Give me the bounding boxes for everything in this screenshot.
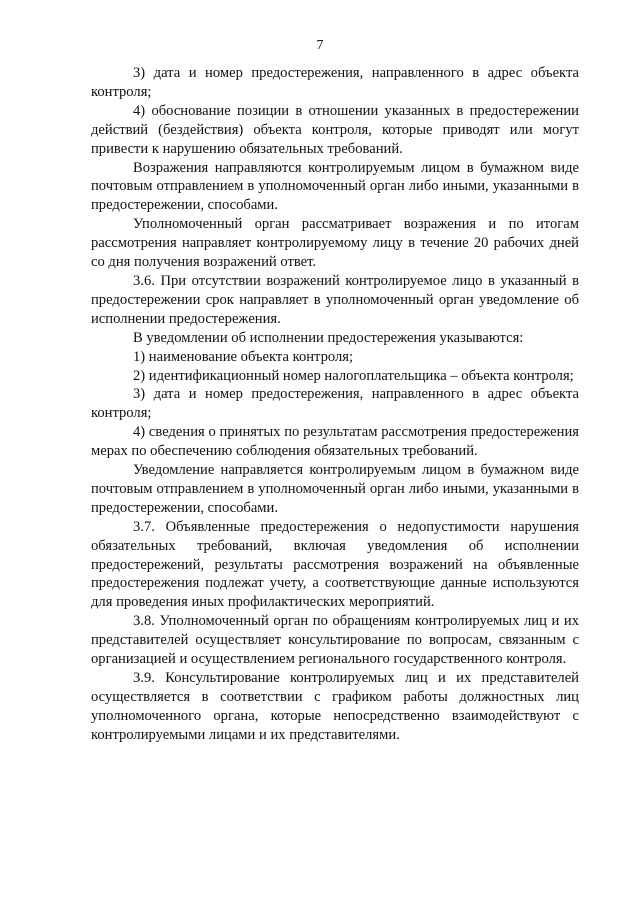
paragraph-notification-contents-intro: В уведомлении об исполнении предостережения указываются:	[133, 329, 524, 346]
paragraph-section-3-8: 3.8. Уполномоченный орган по обращениям контролируемых лиц и их представителей осуществляет консультирование по вопросам, связанным с организацией и осуществлением регионального государственного контроля.	[91, 613, 579, 668]
page-number: 7	[316, 38, 324, 53]
paragraph-notification-sending: Уведомление направляется контролируемым лицом в бумажном виде почтовым отправлением в уполномоченный орган либо иными, указанными в предостережении, способами.	[91, 462, 579, 516]
paragraph-notification-item-3: 3) дата и номер предостережения, направленного в адрес объекта контроля;	[91, 386, 579, 422]
paragraph-section-3-9: 3.9. Консультирование контролируемых лиц и их представителей осуществляется в соответствии с графиком работы должностных лиц уполномоченного органа, которые непосредственно взаимодействуют с контролируемыми лицами и их представителями.	[91, 670, 579, 743]
paragraph-section-3-7: 3.7. Объявленные предостережения о недопустимости нарушения обязательных требований, включая уведомления об исполнении предостережений, результаты рассмотрения возражений на объявленные предостережения подлежат учету, а соответствующие данные используются для проведения иных профилактических мероприятий.	[91, 518, 579, 611]
paragraph-notification-item-2: 2) идентификационный номер налогоплательщика – объекта контроля;	[133, 367, 574, 384]
document-body	[91, 64, 579, 745]
paragraph-notification-item-4: 4) сведения о принятых по результатам рассмотрения предостережения мерах по обеспечению соблюдения обязательных требований.	[91, 424, 579, 460]
paragraph-objections-review: Уполномоченный орган рассматривает возражения и по итогам рассмотрения направляет контролируемому лицу в течение 20 рабочих дней со дня получения возражений ответ.	[91, 216, 579, 271]
paragraph-section-3-6: 3.6. При отсутствии возражений контролируемое лицо в указанный в предостережении срок направляет в уполномоченный орган уведомление об исполнении предостережения.	[91, 272, 579, 327]
paragraph-objections-sending: Возражения направляются контролируемым лицом в бумажном виде почтовым отправлением в уполномоченный орган либо иными, указанными в предостережении, способами.	[91, 159, 579, 214]
paragraph-notification-item-1: 1) наименование объекта контроля;	[133, 348, 354, 365]
paragraph-item-3-date-number: 3) дата и номер предостережения, направленного в адрес объекта контроля;	[91, 65, 579, 100]
paragraph-item-4-justification: 4) обоснование позиции в отношении указанных в предостережении действий (бездействия) объекта контроля, которые приводят или могут привести к нарушению обязательных требований.	[91, 102, 579, 157]
